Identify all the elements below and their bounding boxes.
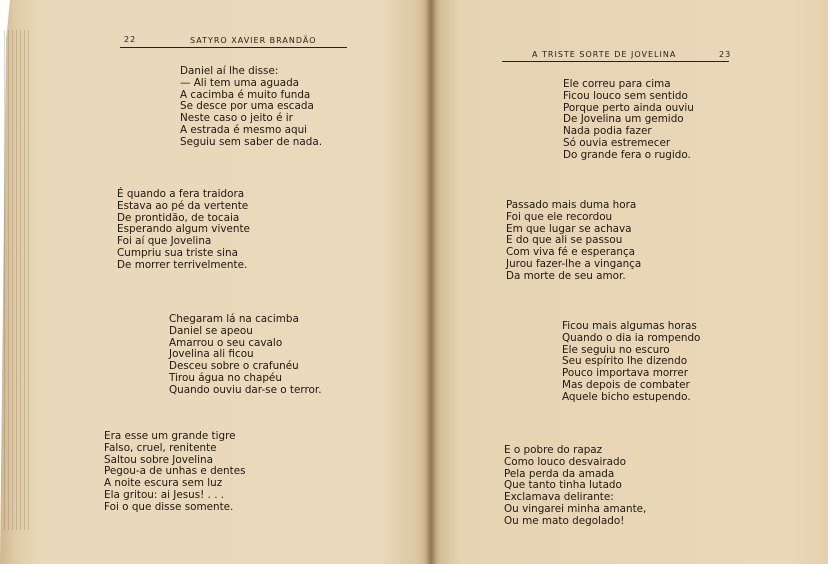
verse-line: Quando ouviu dar-se o terror. [169,383,322,396]
verse-line: Em que lugar se achava [506,222,632,235]
verse-line: Com viva fé e esperança [506,246,636,259]
verse-line: Pouco importava morrer [562,367,688,380]
verse-line: Falso, cruel, renitente [104,441,217,454]
verse-line: Foi o que disse somente. [104,500,234,513]
verse-line: Pela perda da amada [504,467,615,480]
right-stanza-3 [562,321,700,404]
verse-line: Era esse um grande tigre [104,430,236,442]
verse-line: A cacimba é muito funda [180,88,311,101]
left-stanza-4 [104,431,246,514]
verse-line: Ficou mais algumas horas [562,320,697,332]
verse-line: A estrada é mesmo aqui [180,123,308,136]
verse-line: Daniel se apeou [169,324,253,337]
verse-line: Mas depois de combater [562,378,690,391]
verse-line: Da morte de seu amor. [506,269,626,282]
right-stanza-1 [563,79,694,162]
verse-line: É quando a fera traidora [117,188,245,200]
verse-line: Amarrou o seu cavalo [169,336,283,349]
verse-line: Esperando algum vivente [117,223,250,236]
verse-line: Passado mais duma hora [506,199,637,211]
verse-line: Aquele bicho estupendo. [562,390,691,403]
verse-line: E do que ali se passou [506,234,623,247]
left-stanza-3 [169,314,322,397]
right-stanza-4 [504,445,646,528]
left-stanza-2 [117,189,250,272]
verse-line: Chegaram lá na cacimba [169,313,299,325]
verse-line: Que tanto tinha lutado [504,479,622,492]
verse-line: Porque perto ainda ouviu [563,101,694,114]
right-stanza-2 [506,200,641,283]
verse-line: Ou vingarei minha amante, [504,502,647,515]
verse-line: Tirou água no chapéu [169,371,282,384]
verse-line: Nada podia fazer [563,125,652,138]
left-stanza-1 [180,66,322,149]
verse-line: Cumpriu sua triste sina [117,246,238,259]
left-header-rule [120,47,347,48]
verse-line: Ela gritou: ai Jesus! . . . [104,488,225,501]
verse-line: A noite escura sem luz [104,477,223,490]
verse-line: Foi aí que Jovelina [117,235,212,248]
verse-line: Ficou louco sem sentido [563,89,688,102]
verse-line: Jovelina ali ficou [169,348,254,361]
verse-line: Jurou fazer-lhe a vingança [506,257,642,270]
verse-line: Do grande fera o rugido. [563,148,691,161]
page-edges [4,30,30,530]
verse-line: Quando o dia ia rompendo [562,331,701,344]
verse-line: De morrer terrivelmente. [117,258,248,271]
right-running-header: A TRISTE SORTE DE JOVELINA [532,50,677,59]
book-gutter [426,0,436,564]
verse-line: Só ouvia estremecer [563,136,671,149]
verse-line: Exclamava delirante: [504,491,614,504]
verse-line: Pegou-a de unhas e dentes [104,465,246,478]
verse-line: Ele correu para cima [563,78,671,90]
right-header-rule [502,61,729,62]
verse-line: Estava ao pé da vertente [117,199,249,212]
verse-line: Como louco desvairado [504,455,626,468]
verse-line: Se desce por uma escada [180,100,314,113]
verse-line: Ou me mato degolado! [504,514,625,527]
left-page-number: 22 [124,35,137,44]
verse-line: De prontidão, de tocaia [117,211,240,224]
verse-line: Seguiu sem saber de nada. [180,135,323,148]
verse-line: Ele seguiu no escuro [562,343,670,356]
verse-line: Saltou sobre Jovelina [104,453,213,466]
verse-line: E o pobre do rapaz [504,444,603,456]
verse-line: Daniel aí lhe disse: [180,65,279,77]
verse-line: Neste caso o jeito é ir [180,112,293,125]
verse-line: De Jovelina um gemido [563,113,684,126]
verse-line: Foi que ele recordou [506,210,613,223]
right-page-number: 23 [719,50,732,59]
verse-line: Desceu sobre o crafunéu [169,360,299,373]
verse-line: — Ali tem uma aguada [180,76,300,89]
left-running-header: SATYRO XAVIER BRANDÃO [190,36,317,45]
verse-line: Seu espírito lhe dizendo [562,355,688,368]
